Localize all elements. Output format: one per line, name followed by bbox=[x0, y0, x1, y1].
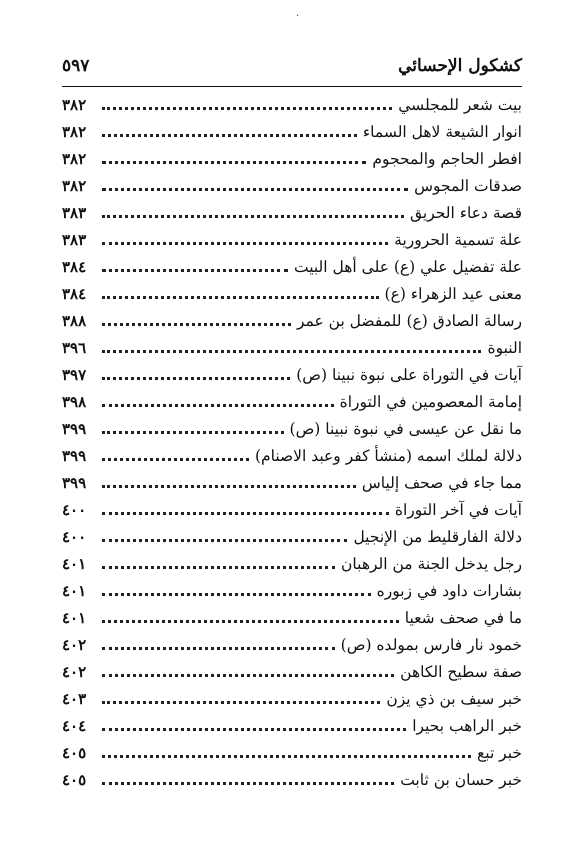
dot-leader bbox=[102, 755, 471, 758]
toc-entry bbox=[62, 227, 522, 254]
top-dot-mark: · bbox=[296, 11, 300, 22]
toc-entry bbox=[62, 713, 522, 740]
toc-entry bbox=[62, 767, 522, 794]
toc-entry-title: رسالة الصادق (ع) للمفضل بن عمر bbox=[296, 312, 522, 330]
toc-entry-title: النبوة bbox=[487, 339, 522, 357]
toc-entry-title: معنى عيد الزهراء (ع) bbox=[384, 285, 522, 303]
toc-entry-title: ما نقل عن عيسى في نبوة نبينا (ص) bbox=[289, 420, 522, 438]
dot-leader bbox=[102, 323, 291, 326]
toc-entry-title: صفة سطيح الكاهن bbox=[400, 663, 522, 681]
toc-entry bbox=[62, 146, 522, 173]
toc-entry bbox=[62, 308, 522, 335]
dot-leader bbox=[102, 377, 290, 380]
dot-leader bbox=[102, 512, 389, 515]
toc-entry-page: ٣٨٤ bbox=[62, 258, 87, 276]
toc-entry-page: ٣٩٩ bbox=[62, 447, 87, 465]
toc-entry bbox=[62, 470, 522, 497]
toc-entry-page: ٣٨٢ bbox=[62, 177, 87, 195]
dot-leader bbox=[102, 269, 288, 272]
dot-leader bbox=[102, 134, 357, 137]
table-of-contents bbox=[62, 92, 522, 794]
header-rule bbox=[62, 86, 522, 87]
toc-entry-title: علة تفضيل علي (ع) على أهل البيت bbox=[293, 258, 522, 276]
toc-entry-title: مما جاء في صحف إلياس bbox=[361, 474, 522, 492]
dot-leader bbox=[102, 539, 347, 542]
toc-entry-page: ٤٠٤ bbox=[62, 717, 87, 735]
toc-entry-title: افطر الحاجم والمحجوم bbox=[372, 150, 522, 168]
dot-leader bbox=[102, 215, 404, 218]
dot-leader bbox=[102, 296, 379, 299]
toc-entry bbox=[62, 200, 522, 227]
toc-entry-title: بيت شعر للمجلسي bbox=[398, 96, 522, 114]
toc-entry-title: بشارات داود في زبوره bbox=[376, 582, 522, 600]
toc-entry bbox=[62, 551, 522, 578]
toc-entry-title: خمود نار فارس بمولده (ص) bbox=[340, 636, 522, 654]
dot-leader bbox=[102, 161, 366, 164]
toc-entry bbox=[62, 578, 522, 605]
toc-entry-page: ٣٩٩ bbox=[62, 474, 87, 492]
toc-entry-page: ٤٠١ bbox=[62, 609, 87, 627]
toc-entry-title: خبر تبع bbox=[477, 744, 522, 762]
toc-entry bbox=[62, 362, 522, 389]
dot-leader bbox=[102, 701, 380, 704]
toc-entry bbox=[62, 443, 522, 470]
toc-entry-page: ٣٨٢ bbox=[62, 96, 87, 114]
toc-entry bbox=[62, 335, 522, 362]
toc-entry-title: آيات في التوراة على نبوة نبينا (ص) bbox=[296, 366, 522, 384]
dot-leader bbox=[102, 728, 406, 731]
toc-entry-page: ٤٠١ bbox=[62, 555, 87, 573]
toc-entry-page: ٣٨٤ bbox=[62, 285, 87, 303]
dot-leader bbox=[102, 485, 356, 488]
toc-entry bbox=[62, 254, 522, 281]
dot-leader bbox=[102, 107, 392, 110]
dot-leader bbox=[102, 242, 388, 245]
dot-leader bbox=[102, 431, 284, 434]
toc-entry-page: ٤٠٥ bbox=[62, 771, 87, 789]
toc-entry-title: علة تسمية الحرورية bbox=[394, 231, 522, 249]
toc-entry-page: ٣٨٣ bbox=[62, 204, 87, 222]
toc-entry-page: ٤٠٠ bbox=[62, 501, 87, 519]
toc-entry-title: دلالة لملك اسمه (منشأ كفر وعبد الاصنام) bbox=[254, 447, 522, 465]
dot-leader bbox=[102, 404, 334, 407]
dot-leader bbox=[102, 350, 481, 353]
toc-entry-title: خبر الراهب بحيرا bbox=[412, 717, 522, 735]
toc-entry bbox=[62, 119, 522, 146]
page-header bbox=[62, 56, 522, 84]
toc-entry-title: رجل يدخل الجنة من الرهبان bbox=[341, 555, 522, 573]
toc-entry-page: ٤٠٢ bbox=[62, 663, 87, 681]
page-number: ٥٩٧ bbox=[62, 56, 90, 76]
toc-entry bbox=[62, 92, 522, 119]
toc-entry-page: ٣٨٣ bbox=[62, 231, 87, 249]
toc-entry-title: خبر حسان بن ثابت bbox=[400, 771, 522, 789]
toc-entry-title: ما في صحف شعيا bbox=[404, 609, 522, 627]
toc-entry-title: خبر سيف بن ذي يزن bbox=[386, 690, 522, 708]
dot-leader bbox=[102, 647, 335, 650]
toc-entry-page: ٣٩٧ bbox=[62, 366, 87, 384]
dot-leader bbox=[102, 566, 335, 569]
toc-entry-title: إمامة المعصومين في التوراة bbox=[339, 393, 522, 411]
toc-entry bbox=[62, 173, 522, 200]
toc-entry bbox=[62, 389, 522, 416]
toc-entry-page: ٤٠١ bbox=[62, 582, 87, 600]
dot-leader bbox=[102, 782, 394, 785]
toc-entry bbox=[62, 659, 522, 686]
toc-entry bbox=[62, 524, 522, 551]
toc-entry-page: ٤٠٣ bbox=[62, 690, 87, 708]
dot-leader bbox=[102, 674, 394, 677]
toc-entry-page: ٣٨٢ bbox=[62, 150, 87, 168]
toc-entry-title: صدقات المجوس bbox=[414, 177, 522, 195]
toc-entry bbox=[62, 281, 522, 308]
toc-entry-page: ٣٨٨ bbox=[62, 312, 87, 330]
toc-entry bbox=[62, 416, 522, 443]
running-title: كشكول الإحسائي bbox=[398, 56, 522, 76]
toc-entry bbox=[62, 686, 522, 713]
toc-entry-title: انوار الشيعة لاهل السماء bbox=[362, 123, 522, 141]
toc-entry-title: آيات في آخر التوراة bbox=[394, 501, 522, 519]
toc-entry-page: ٤٠٢ bbox=[62, 636, 87, 654]
dot-leader bbox=[102, 593, 371, 596]
toc-entry-page: ٣٩٩ bbox=[62, 420, 87, 438]
toc-entry bbox=[62, 605, 522, 632]
dot-leader bbox=[102, 458, 249, 461]
dot-leader bbox=[102, 188, 408, 191]
toc-entry-title: قصة دعاء الحريق bbox=[409, 204, 522, 222]
toc-entry-page: ٣٩٨ bbox=[62, 393, 87, 411]
toc-entry-page: ٣٨٢ bbox=[62, 123, 87, 141]
toc-entry bbox=[62, 632, 522, 659]
toc-entry-page: ٤٠٥ bbox=[62, 744, 87, 762]
toc-entry-page: ٤٠٠ bbox=[62, 528, 87, 546]
toc-entry-title: دلالة الفارقليط من الإنجيل bbox=[353, 528, 522, 546]
toc-entry bbox=[62, 497, 522, 524]
toc-entry bbox=[62, 740, 522, 767]
toc-entry-page: ٣٩٦ bbox=[62, 339, 87, 357]
dot-leader bbox=[102, 620, 399, 623]
